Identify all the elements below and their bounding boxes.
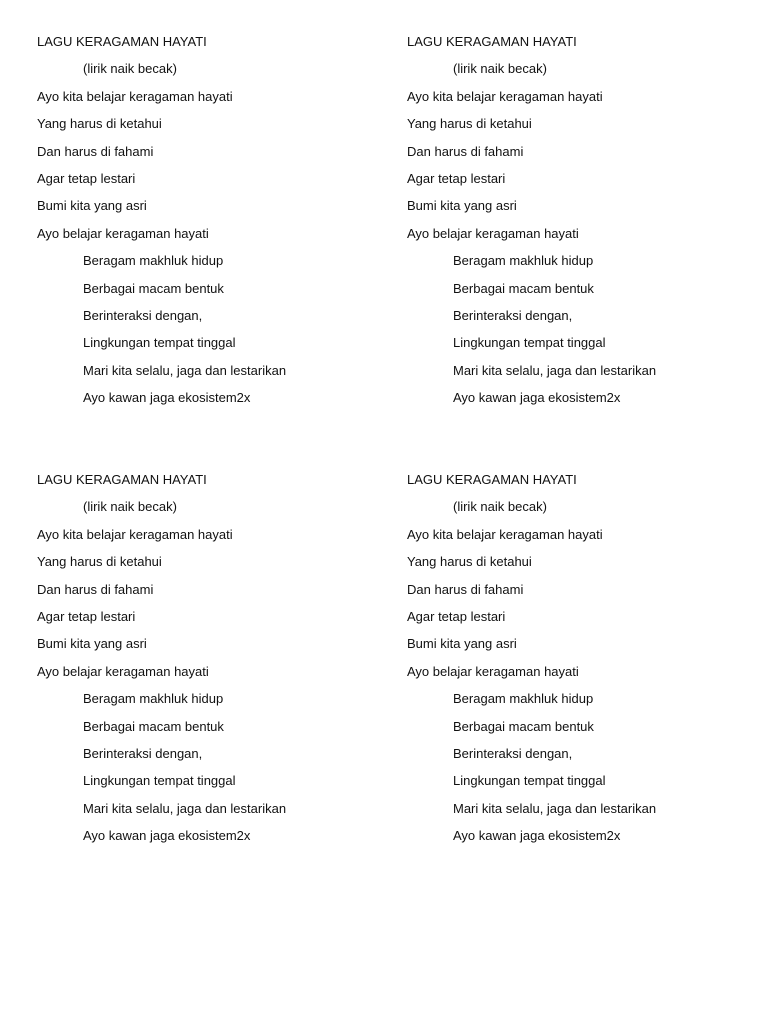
chorus-line: Ayo kawan jaga ekosistem2x [83, 828, 251, 844]
verse-line: Bumi kita yang asri [407, 198, 517, 214]
verse-line: Agar tetap lestari [37, 608, 136, 624]
verse-line: Agar tetap lestari [407, 608, 506, 624]
chorus-line: Berinteraksi dengan, [453, 307, 573, 323]
song-subtitle: (lirik naik becak) [453, 499, 547, 515]
verse-line: Ayo kita belajar keragaman hayati [407, 88, 603, 104]
chorus-line: Lingkungan tempat tinggal [453, 335, 606, 351]
verse-line: Dan harus di fahami [37, 143, 154, 159]
verse-line: Bumi kita yang asri [37, 198, 147, 214]
chorus-line: Berbagai macam bentuk [83, 718, 224, 734]
song-title: LAGU KERAGAMAN HAYATI [37, 34, 207, 49]
song-subtitle: (lirik naik becak) [83, 61, 177, 77]
chorus-line: Lingkungan tempat tinggal [83, 335, 236, 351]
verse-line: Ayo belajar keragaman hayati [407, 225, 579, 241]
chorus-line: Berbagai macam bentuk [453, 280, 594, 296]
verse-line: Ayo kita belajar keragaman hayati [407, 526, 603, 542]
verse-line: Dan harus di fahami [407, 581, 524, 597]
verse-line: Ayo belajar keragaman hayati [37, 225, 209, 241]
chorus-line: Berbagai macam bentuk [83, 280, 224, 296]
lyrics-block-bottom-right [407, 472, 747, 855]
verse-line: Ayo belajar keragaman hayati [407, 663, 579, 679]
song-subtitle: (lirik naik becak) [453, 61, 547, 77]
chorus-line: Mari kita selalu, jaga dan lestarikan [83, 362, 287, 378]
chorus-line: Ayo kawan jaga ekosistem2x [83, 390, 251, 406]
song-title: LAGU KERAGAMAN HAYATI [37, 472, 207, 487]
verse-line: Ayo kita belajar keragaman hayati [37, 526, 233, 542]
verse-line: Dan harus di fahami [37, 581, 154, 597]
chorus-line: Lingkungan tempat tinggal [83, 773, 236, 789]
song-subtitle: (lirik naik becak) [83, 499, 177, 515]
chorus-line: Mari kita selalu, jaga dan lestarikan [83, 800, 287, 816]
verse-line: Bumi kita yang asri [37, 636, 147, 652]
chorus-line: Ayo kawan jaga ekosistem2x [453, 390, 621, 406]
chorus-line: Berinteraksi dengan, [453, 745, 573, 761]
chorus-line: Berinteraksi dengan, [83, 745, 203, 761]
verse-line: Ayo kita belajar keragaman hayati [37, 88, 233, 104]
verse-line: Ayo belajar keragaman hayati [37, 663, 209, 679]
chorus-line: Mari kita selalu, jaga dan lestarikan [453, 362, 657, 378]
chorus-line: Beragam makhluk hidup [83, 691, 224, 707]
chorus-line: Berbagai macam bentuk [453, 718, 594, 734]
chorus-line: Beragam makhluk hidup [453, 253, 594, 269]
chorus-line: Lingkungan tempat tinggal [453, 773, 606, 789]
chorus-line: Beragam makhluk hidup [453, 691, 594, 707]
song-title: LAGU KERAGAMAN HAYATI [407, 472, 577, 487]
lyrics-block-top-left [37, 34, 377, 417]
lyrics-block-bottom-left [37, 472, 377, 855]
verse-line: Yang harus di ketahui [37, 116, 162, 132]
song-title: LAGU KERAGAMAN HAYATI [407, 34, 577, 49]
verse-line: Agar tetap lestari [37, 170, 136, 186]
lyrics-block-top-right [407, 34, 747, 417]
verse-line: Bumi kita yang asri [407, 636, 517, 652]
chorus-line: Mari kita selalu, jaga dan lestarikan [453, 800, 657, 816]
chorus-line: Berinteraksi dengan, [83, 307, 203, 323]
verse-line: Yang harus di ketahui [407, 554, 532, 570]
chorus-line: Beragam makhluk hidup [83, 253, 224, 269]
verse-line: Yang harus di ketahui [37, 554, 162, 570]
chorus-line: Ayo kawan jaga ekosistem2x [453, 828, 621, 844]
verse-line: Dan harus di fahami [407, 143, 524, 159]
verse-line: Yang harus di ketahui [407, 116, 532, 132]
verse-line: Agar tetap lestari [407, 170, 506, 186]
